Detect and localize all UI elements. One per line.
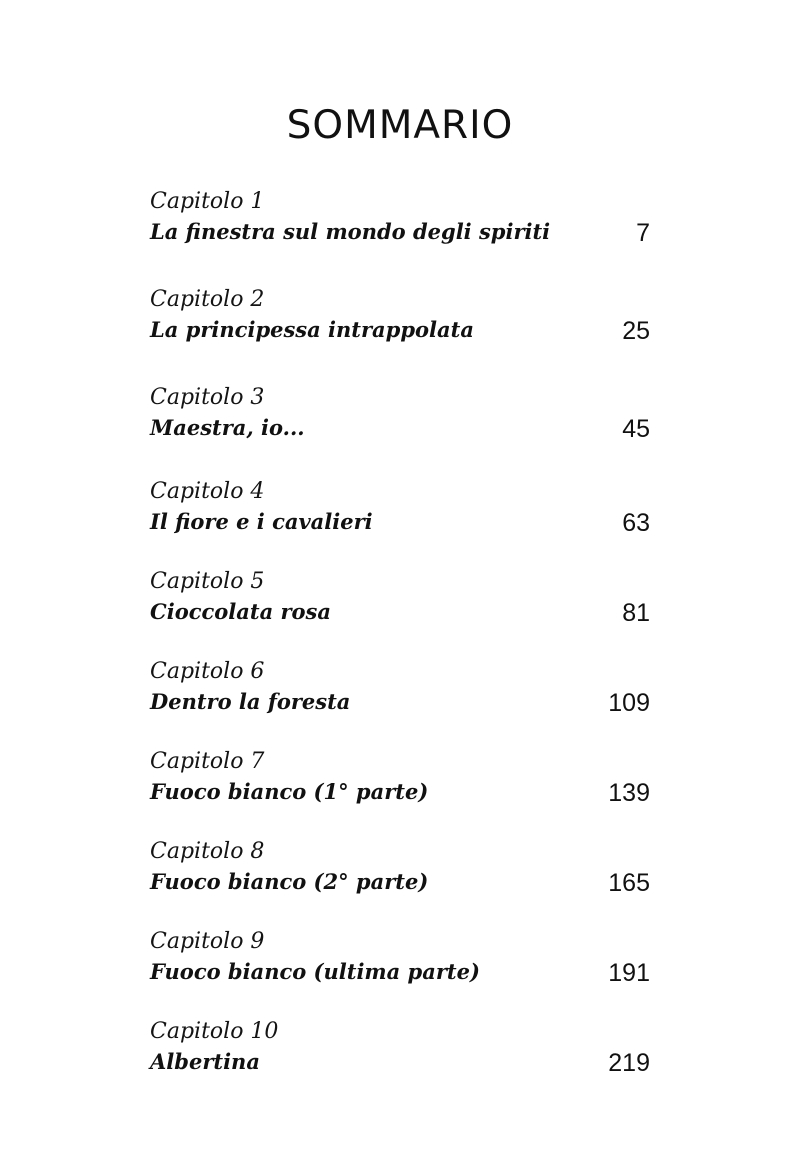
page-number: 63 [622, 509, 650, 537]
chapter-title: Maestra, io... [150, 415, 305, 440]
chapter-label: Capitolo 6 [150, 659, 265, 684]
toc-entry [150, 478, 652, 548]
toc-entry [150, 658, 652, 728]
chapter-title: Cioccolata rosa [150, 599, 331, 624]
toc-entry [150, 1018, 652, 1088]
toc-entry [150, 928, 652, 998]
page-number: 139 [608, 779, 650, 807]
chapter-label: Capitolo 3 [150, 385, 265, 410]
toc-entry [150, 286, 652, 356]
page-number: 45 [622, 415, 650, 443]
toc-entry [150, 568, 652, 638]
chapter-label: Capitolo 4 [150, 479, 265, 504]
page-number: 25 [622, 317, 650, 345]
toc-entry [150, 838, 652, 908]
chapter-title: Albertina [150, 1049, 260, 1074]
toc-entry [150, 748, 652, 818]
chapter-label: Capitolo 7 [150, 749, 265, 774]
page-number: 191 [608, 959, 650, 987]
page-number: 81 [622, 599, 650, 627]
chapter-label: Capitolo 2 [150, 287, 265, 312]
chapter-title: Il fiore e i cavalieri [150, 509, 373, 534]
chapter-title: Dentro la foresta [150, 689, 351, 714]
chapter-title: La finestra sul mondo degli spiriti [150, 219, 551, 244]
toc-entry [150, 384, 652, 454]
chapter-label: Capitolo 9 [150, 929, 265, 954]
page-number: 165 [608, 869, 650, 897]
chapter-label: Capitolo 1 [150, 189, 265, 214]
toc-entry [150, 188, 652, 258]
chapter-title: Fuoco bianco (2° parte) [150, 869, 429, 894]
chapter-label: Capitolo 10 [150, 1019, 279, 1044]
chapter-title: Fuoco bianco (ultima parte) [150, 959, 480, 984]
page-number: 219 [608, 1049, 650, 1077]
chapter-title: La principessa intrappolata [150, 317, 474, 342]
page-number: 7 [636, 219, 650, 247]
chapter-label: Capitolo 5 [150, 569, 265, 594]
page-number: 109 [608, 689, 650, 717]
page-title: SOMMARIO [286, 103, 514, 148]
chapter-label: Capitolo 8 [150, 839, 265, 864]
chapter-title: Fuoco bianco (1° parte) [150, 779, 429, 804]
